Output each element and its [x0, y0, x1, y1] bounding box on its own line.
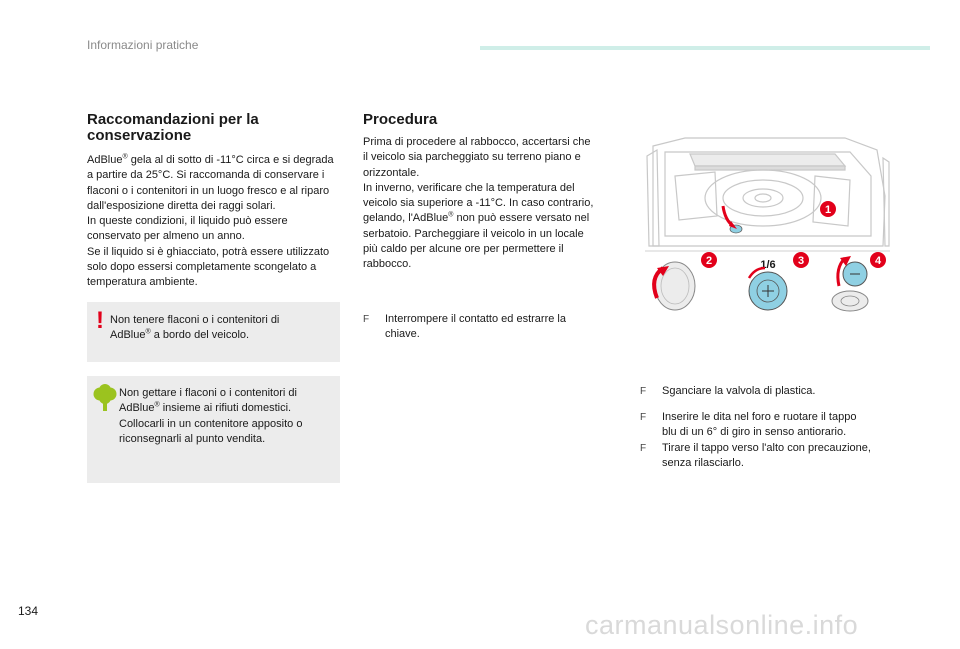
step-line: Tirare il tappo verso l'alto con precauzione, — [662, 442, 871, 454]
para-line: flaconi o i contenitori in un luogo fresco e al riparo — [87, 184, 330, 197]
running-header: Informazioni pratiche — [87, 38, 199, 52]
figure-label: 4 — [874, 255, 882, 267]
step-text — [662, 441, 902, 472]
step-bullet: F — [363, 314, 370, 325]
para-line: In inverno, verificare che la temperatura del — [363, 181, 575, 194]
note-line: riconsegnarli al punto vendita. — [119, 432, 266, 445]
storage-paragraph — [87, 153, 347, 291]
title-line: conservazione — [87, 127, 192, 144]
warning-note — [87, 302, 340, 362]
step-rotate-cap — [640, 410, 910, 442]
step-text — [662, 410, 902, 441]
figure-label: 3 — [797, 255, 805, 267]
figure-label: 2 — [705, 255, 713, 267]
adblue-filler-illustration — [645, 136, 890, 316]
page-number: 134 — [18, 604, 39, 618]
tree-icon — [92, 384, 118, 412]
para-line: temperatura ambiente. — [87, 276, 198, 289]
step-line: Inserire le dita nel foro e ruotare il tappo — [662, 411, 857, 423]
para-line: orizzontale. — [363, 166, 420, 179]
note-line: AdBlue® insieme ai rifiuti domestici. — [119, 401, 292, 415]
step-text — [385, 312, 625, 343]
para-line: Prima di procedere al rabbocco, accertarsi che — [363, 136, 591, 148]
step-pull-cap — [640, 441, 910, 473]
procedure-paragraph — [363, 135, 628, 273]
note-line: Non tenere flaconi o i contenitori di — [110, 314, 280, 326]
para-line: rabbocco. — [363, 258, 412, 271]
warning-icon: ! — [96, 307, 104, 334]
para-line: AdBlue® gela al di sotto di -11°C circa e si degrada — [87, 153, 334, 166]
para-line: conservato per almeno un anno. — [87, 230, 245, 243]
step-line: Sganciare la valvola di plastica. — [662, 385, 816, 397]
header-accent-bar — [480, 46, 930, 50]
step-line: Interrompere il contatto ed estrarre la — [385, 313, 566, 325]
para-line: serbatoio. Parcheggiare il veicolo in un locale — [363, 227, 584, 240]
procedure-title: Procedura — [363, 111, 438, 128]
step-bullet: F — [640, 443, 647, 454]
para-line: solo dopo essersi completamente scongelato a — [87, 261, 317, 274]
step-bullet: F — [640, 386, 647, 397]
storage-section-title — [87, 112, 259, 144]
step-bullet: F — [640, 412, 647, 423]
environment-text — [119, 386, 339, 447]
note-line: Non gettare i flaconi o i contenitori di — [119, 387, 297, 399]
rotation-fraction: 1/6 — [760, 259, 776, 271]
step-line: senza rilasciarlo. — [662, 457, 744, 470]
note-line: Collocarli in un contenitore apposito o — [119, 417, 303, 430]
para-line: più caldo per alcune ore per permettere il — [363, 243, 564, 256]
watermark: carmanualsonline.info — [585, 610, 859, 640]
step-release-valve — [640, 384, 910, 402]
step-line: chiave. — [385, 328, 420, 341]
para-line: il veicolo sia parcheggiato su terreno piano e — [363, 151, 581, 164]
para-line: In queste condizioni, il liquido può essere — [87, 215, 288, 228]
para-line: gelando, l'AdBlue® non può essere versato nel — [363, 211, 590, 225]
para-line: a partire da 25°C. Si raccomanda di conservare i — [87, 169, 325, 182]
environment-note — [87, 376, 340, 483]
step-line: blu di un 6° di giro in senso antiorario. — [662, 426, 847, 439]
step-remove-key — [363, 312, 628, 344]
title-line: Raccomandazioni per la — [87, 111, 259, 128]
warning-text — [110, 313, 335, 344]
figure-label: 1 — [824, 204, 832, 216]
para-line: Se il liquido si è ghiacciato, potrà essere utilizzato — [87, 245, 330, 258]
para-line: dall'esposizione diretta dei raggi solari. — [87, 199, 276, 212]
para-line: veicolo sia superiore a -11°C. In caso contrario, — [363, 197, 594, 210]
step-text — [662, 384, 902, 399]
note-line: AdBlue® a bordo del veicolo. — [110, 328, 250, 342]
